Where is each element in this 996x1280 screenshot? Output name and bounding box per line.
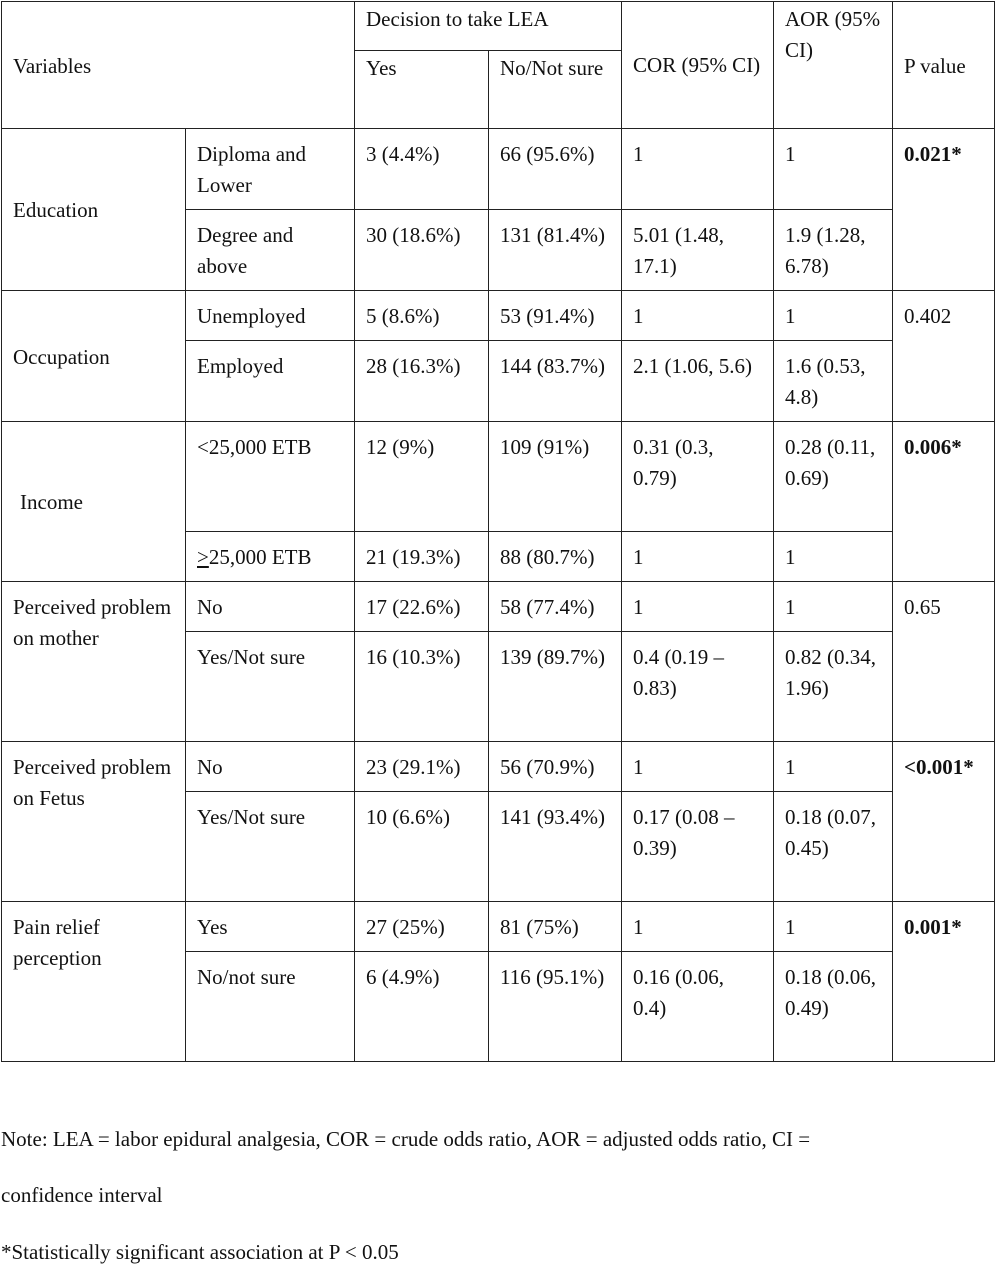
category-cell: Employed [186, 341, 355, 422]
table-row [2, 422, 995, 532]
cor-cell: 0.4 (0.19 – 0.83) [622, 632, 774, 742]
variable-pain-relief: Pain relief perception [2, 902, 186, 1062]
no-cell: 53 (91.4%) [489, 291, 622, 341]
yes-cell: 28 (16.3%) [355, 341, 489, 422]
table-row [2, 902, 995, 952]
category-cell: No [186, 742, 355, 792]
greater-equal-symbol: > [197, 545, 209, 569]
aor-cell: 1 [774, 291, 893, 341]
aor-cell: 1.9 (1.28, 6.78) [774, 210, 893, 291]
yes-cell: 3 (4.4%) [355, 129, 489, 210]
variable-mother: Perceived problem on mother [2, 582, 186, 742]
category-cell [186, 532, 355, 582]
variable-occupation: Occupation [2, 291, 186, 422]
yes-cell: 10 (6.6%) [355, 792, 489, 902]
cor-cell: 0.17 (0.08 – 0.39) [622, 792, 774, 902]
cor-cell: 5.01 (1.48, 17.1) [622, 210, 774, 291]
aor-cell: 0.18 (0.07, 0.45) [774, 792, 893, 902]
category-cell: <25,000 ETB [186, 422, 355, 532]
note-abbreviations: Note: LEA = labor epidural analgesia, COR = crude odds ratio, AOR = adjusted odds ratio, CI = [1, 1127, 811, 1151]
category-cell: Yes/Not sure [186, 632, 355, 742]
no-cell: 56 (70.9%) [489, 742, 622, 792]
yes-cell: 12 (9%) [355, 422, 489, 532]
no-cell: 109 (91%) [489, 422, 622, 532]
yes-cell: 5 (8.6%) [355, 291, 489, 341]
category-cell: Yes/Not sure [186, 792, 355, 902]
yes-cell: 17 (22.6%) [355, 582, 489, 632]
p-value-pain-relief: 0.001* [893, 902, 995, 1062]
cor-cell: 1 [622, 291, 774, 341]
no-cell: 88 (80.7%) [489, 532, 622, 582]
table-row [2, 129, 995, 210]
aor-cell: 0.82 (0.34, 1.96) [774, 632, 893, 742]
variable-income: Income [2, 422, 186, 582]
yes-cell: 16 (10.3%) [355, 632, 489, 742]
p-value-education: 0.021* [893, 129, 995, 291]
p-value-mother: 0.65 [893, 582, 995, 742]
table-row [2, 582, 995, 632]
no-cell: 58 (77.4%) [489, 582, 622, 632]
no-cell: 81 (75%) [489, 902, 622, 952]
aor-cell: 0.18 (0.06, 0.49) [774, 952, 893, 1062]
no-cell: 66 (95.6%) [489, 129, 622, 210]
aor-cell: 1 [774, 902, 893, 952]
note-significance: *Statistically significant association at P < 0.05 [1, 1240, 399, 1264]
aor-cell: 1.6 (0.53, 4.8) [774, 341, 893, 422]
aor-cell: 1 [774, 532, 893, 582]
header-aor: AOR (95% CI) [774, 2, 893, 129]
note-abbreviations-continued: confidence interval [1, 1183, 163, 1207]
table-row [2, 291, 995, 341]
cor-cell: 1 [622, 902, 774, 952]
cor-cell: 0.16 (0.06, 0.4) [622, 952, 774, 1062]
no-cell: 144 (83.7%) [489, 341, 622, 422]
cor-cell: 0.31 (0.3, 0.79) [622, 422, 774, 532]
yes-cell: 30 (18.6%) [355, 210, 489, 291]
header-variables: Variables [2, 2, 355, 129]
aor-cell: 1 [774, 582, 893, 632]
category-cell: No [186, 582, 355, 632]
yes-cell: 21 (19.3%) [355, 532, 489, 582]
no-cell: 141 (93.4%) [489, 792, 622, 902]
aor-cell: 0.28 (0.11, 0.69) [774, 422, 893, 532]
cor-cell: 1 [622, 582, 774, 632]
category-cell: Yes [186, 902, 355, 952]
cor-cell: 1 [622, 532, 774, 582]
category-cell: Degree and above [186, 210, 355, 291]
p-value-income: 0.006* [893, 422, 995, 582]
header-p-value: P value [893, 2, 995, 129]
yes-cell: 23 (29.1%) [355, 742, 489, 792]
no-cell: 131 (81.4%) [489, 210, 622, 291]
cor-cell: 2.1 (1.06, 5.6) [622, 341, 774, 422]
results-table [1, 1, 995, 1062]
header-decision: Decision to take LEA [355, 2, 622, 51]
table-row [2, 742, 995, 792]
p-value-fetus: <0.001* [893, 742, 995, 902]
header-yes: Yes [355, 51, 489, 129]
category-cell: Diploma and Lower [186, 129, 355, 210]
category-cell: No/not sure [186, 952, 355, 1062]
aor-cell: 1 [774, 742, 893, 792]
header-no: No/Not sure [489, 51, 622, 129]
p-value-occupation: 0.402 [893, 291, 995, 422]
cor-cell: 1 [622, 742, 774, 792]
no-cell: 139 (89.7%) [489, 632, 622, 742]
aor-cell: 1 [774, 129, 893, 210]
yes-cell: 6 (4.9%) [355, 952, 489, 1062]
category-text: 25,000 ETB [208, 545, 312, 569]
variable-education: Education [2, 129, 186, 291]
no-cell: 116 (95.1%) [489, 952, 622, 1062]
variable-fetus: Perceived problem on Fetus [2, 742, 186, 902]
yes-cell: 27 (25%) [355, 902, 489, 952]
cor-cell: 1 [622, 129, 774, 210]
header-cor: COR (95% CI) [622, 2, 774, 129]
header-row [2, 2, 995, 51]
category-cell: Unemployed [186, 291, 355, 341]
